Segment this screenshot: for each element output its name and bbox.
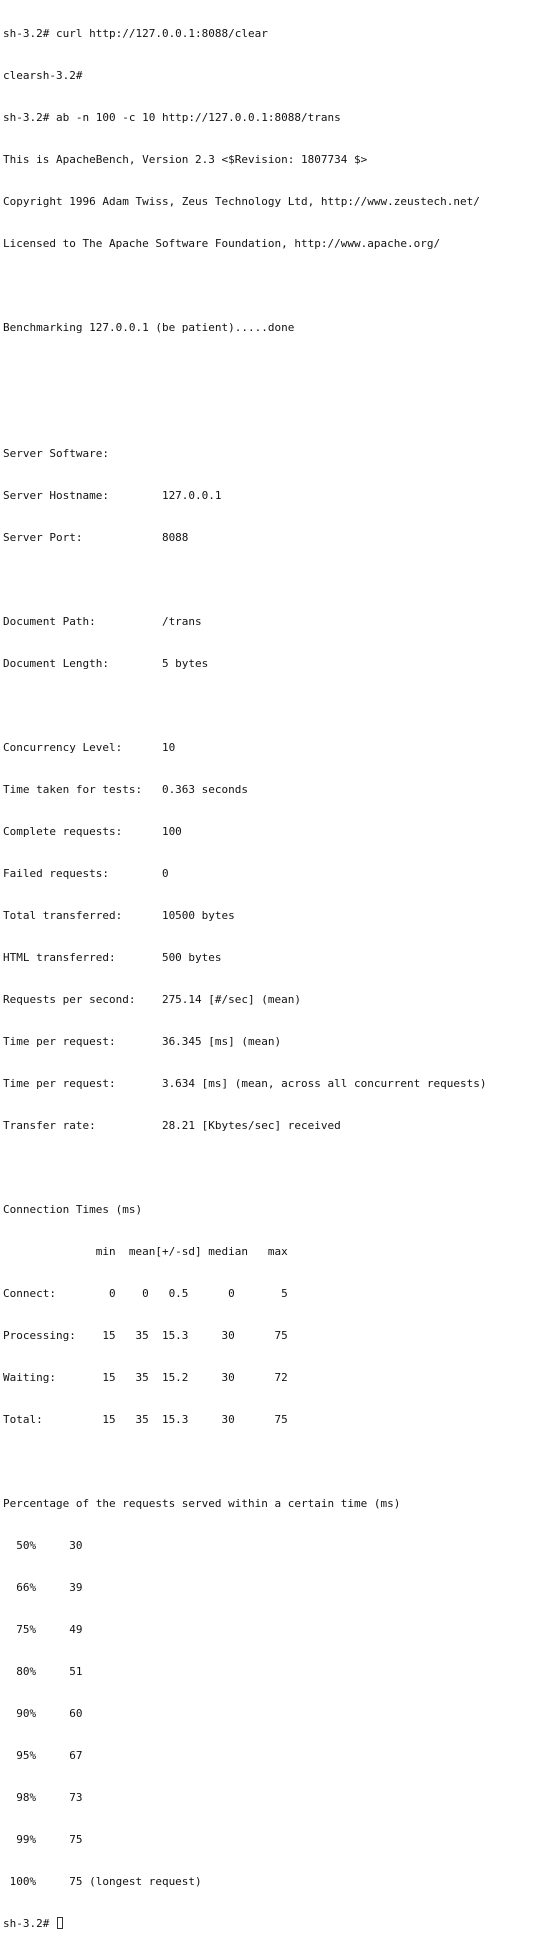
terminal-line: Licensed to The Apache Software Foundation, http://www.apache.org/ xyxy=(3,237,441,250)
terminal-line: Server Hostname: 127.0.0.1 xyxy=(3,489,222,502)
terminal-prompt: sh-3.2# xyxy=(3,1917,56,1930)
terminal-line: sh-3.2# curl http://127.0.0.1:8088/clear xyxy=(3,27,268,40)
terminal-line: Time per request: 36.345 [ms] (mean) xyxy=(3,1035,282,1048)
terminal-line: Server Port: 8088 xyxy=(3,531,189,544)
terminal-line xyxy=(3,573,486,587)
terminal-line: Benchmarking 127.0.0.1 (be patient).....done xyxy=(3,321,295,334)
terminal-line: 98% 73 xyxy=(3,1791,83,1804)
terminal-line: clearsh-3.2# xyxy=(3,69,83,82)
terminal-line xyxy=(3,405,486,419)
terminal-line xyxy=(3,363,486,377)
terminal-line: 80% 51 xyxy=(3,1665,83,1678)
terminal-line: 95% 67 xyxy=(3,1749,83,1762)
terminal-line: 99% 75 xyxy=(3,1833,83,1846)
terminal-prompt-line[interactable] xyxy=(3,1917,486,1931)
terminal-line: 75% 49 xyxy=(3,1623,83,1636)
terminal-line: Server Software: xyxy=(3,447,109,460)
terminal-line: Total transferred: 10500 bytes xyxy=(3,909,235,922)
terminal-line: Percentage of the requests served within a certain time (ms) xyxy=(3,1497,401,1510)
terminal-line: Connection Times (ms) xyxy=(3,1203,143,1216)
terminal-line: Document Path: /trans xyxy=(3,615,202,628)
terminal-line: HTML transferred: 500 bytes xyxy=(3,951,222,964)
terminal-line: 66% 39 xyxy=(3,1581,83,1594)
terminal-line: Transfer rate: 28.21 [Kbytes/sec] received xyxy=(3,1119,341,1132)
terminal-line: This is ApacheBench, Version 2.3 <$Revision: 1807734 $> xyxy=(3,153,368,166)
terminal-line xyxy=(3,699,486,713)
terminal-line: Connect: 0 0 0.5 0 5 xyxy=(3,1287,288,1300)
terminal-line: 90% 60 xyxy=(3,1707,83,1720)
terminal-line: Requests per second: 275.14 [#/sec] (mean) xyxy=(3,993,302,1006)
terminal-line: Time taken for tests: 0.363 seconds xyxy=(3,783,249,796)
terminal-line: Time per request: 3.634 [ms] (mean, across all concurrent requests) xyxy=(3,1077,487,1090)
terminal-line: Processing: 15 35 15.3 30 75 xyxy=(3,1329,288,1342)
terminal-line xyxy=(3,1161,486,1175)
text-cursor[interactable] xyxy=(57,1917,63,1929)
terminal-line xyxy=(3,279,486,293)
terminal-line: 100% 75 (longest request) xyxy=(3,1875,202,1888)
terminal-line: Copyright 1996 Adam Twiss, Zeus Technology Ltd, http://www.zeustech.net/ xyxy=(3,195,480,208)
terminal-line: 50% 30 xyxy=(3,1539,83,1552)
terminal-line: Waiting: 15 35 15.2 30 72 xyxy=(3,1371,288,1384)
terminal-line: Complete requests: 100 xyxy=(3,825,182,838)
terminal-line: Total: 15 35 15.3 30 75 xyxy=(3,1413,288,1426)
terminal-line: Concurrency Level: 10 xyxy=(3,741,176,754)
terminal-line: Document Length: 5 bytes xyxy=(3,657,209,670)
terminal-line: min mean[+/-sd] median max xyxy=(3,1245,288,1258)
terminal-line xyxy=(3,1455,486,1469)
terminal-output xyxy=(3,0,486,1959)
terminal-line: sh-3.2# ab -n 100 -c 10 http://127.0.0.1:8088/trans xyxy=(3,111,341,124)
terminal-line: Failed requests: 0 xyxy=(3,867,169,880)
